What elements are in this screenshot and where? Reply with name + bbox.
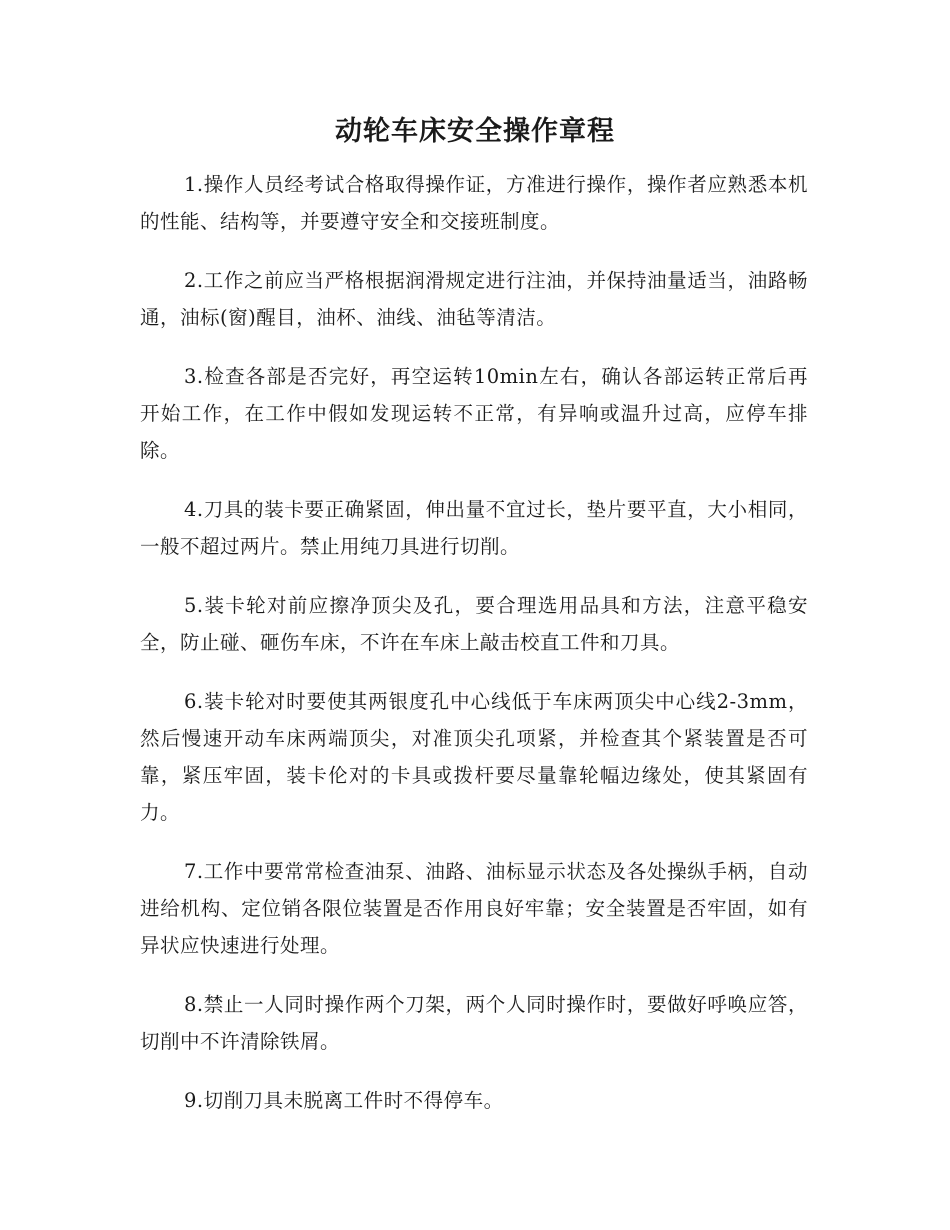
paragraph-4: 4.刀具的装卡要正确紧固，伸出量不宜过长，垫片要平直，大小相同，一般不超过两片。禁止用纯刀具进行切削。 xyxy=(140,498,808,558)
paragraph-2: 2.工作之前应当严格根据润滑规定进行注油，并保持油量适当，油路畅通，油标(窗)醒目，油杯、油线、油毡等清洁。 xyxy=(140,269,808,329)
paragraph-8: 8.禁止一人同时操作两个刀架，两个人同时操作时，要做好呼唤应答，切削中不许清除铁屑。 xyxy=(140,993,808,1053)
document-title: 动轮车床安全操作章程 xyxy=(335,116,615,147)
paragraph-3: 3.检查各部是否完好，再空运转10min左右，确认各部运转正常后再开始工作，在工作中假如发现运转不正常，有异响或温升过高，应停车排除。 xyxy=(140,365,808,462)
paragraph-7: 7.工作中要常常检查油泵、油路、油标显示状态及各处操纵手柄，自动进给机构、定位销各限位装置是否作用良好牢靠；安全装置是否牢固，如有异状应快速进行处理。 xyxy=(140,860,808,957)
document-body xyxy=(140,166,808,1141)
paragraph-6: 6.装卡轮对时要使其两银度孔中心线低于车床两顶尖中心线2-3mm，然后慢速开动车床两端顶尖，对准顶尖孔项紧，并检查其个紧装置是否可靠，紧压牢固，装卡伦对的卡具或拨杆要尽量靠轮幅边缘处，使其紧固有力。 xyxy=(140,690,808,824)
paragraph-1: 1.操作人员经考试合格取得操作证，方准进行操作，操作者应熟悉本机的性能、结构等，并要遵守安全和交接班制度。 xyxy=(140,173,808,233)
paragraph-5: 5.装卡轮对前应擦净顶尖及孔，要合理选用品具和方法，注意平稳安全，防止碰、砸伤车床，不许在车床上敲击校直工件和刀具。 xyxy=(140,594,808,654)
paragraph-9: 9.切削刀具未脱离工件时不得停车。 xyxy=(184,1089,504,1112)
